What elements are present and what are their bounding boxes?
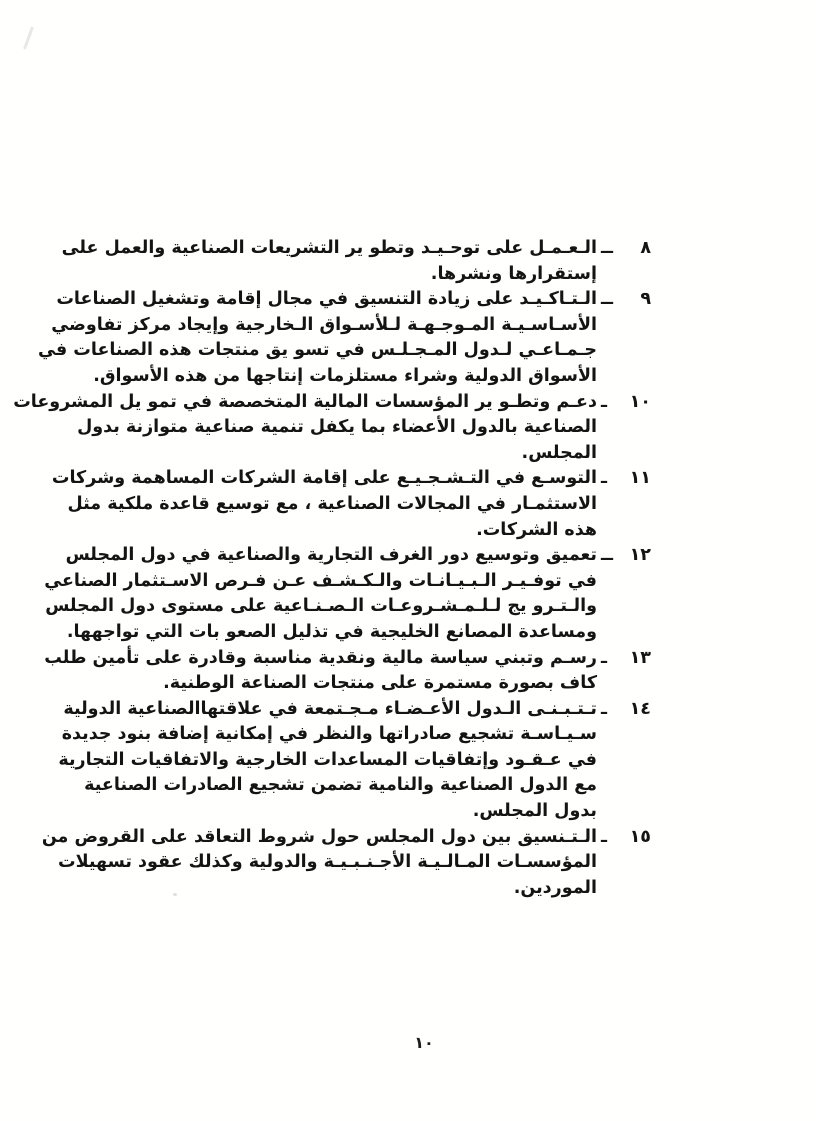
item-text <box>41 825 597 902</box>
text-line: الـتـاكـيـد على زيادة التنسيق في مجال إقامة وتشغيل الصناعات <box>56 289 597 310</box>
scan-artifact <box>23 26 34 50</box>
text-line: الاستثمـار في المجالات الصناعية ، مع توسيع قاعدة ملكية مثل <box>67 493 597 514</box>
text-line: الـعـمـل على توحـيـد وتطو ير التشريعات الصناعية والعمل على <box>61 238 597 258</box>
list-item <box>44 543 651 645</box>
text-line: في عـقـود وإتفاقيات المساعدات الخارجية والاتفاقيات التجارية <box>58 749 597 770</box>
item-text <box>58 697 597 825</box>
text-line: إستقرارها ونشرها. <box>430 263 597 284</box>
item-marker <box>601 236 651 262</box>
body-text <box>13 236 651 901</box>
item-marker <box>601 287 651 313</box>
item-number: ٩ <box>640 289 651 310</box>
text-line: الأسواق الدولية وشراء مستلزمات إنتاجها من هذه الأسواق. <box>93 365 597 386</box>
item-dash: ـ <box>601 468 607 489</box>
item-number: ١٤ <box>629 698 651 719</box>
text-line: كاف بصورة مستمرة على منتجات الصناعة الوطنية. <box>163 673 597 694</box>
text-line: الصناعية بالدول الأعضاء بما يكفل تنمية صناعية متوازنة بدول <box>77 417 597 438</box>
item-number: ١٢ <box>629 545 651 566</box>
item-dash: ـ <box>601 647 607 668</box>
text-line: في توفـيـر الـبـيـانـات والـكـشـف عـن فـرص الاسـتثمار الصناعي <box>44 570 597 591</box>
item-dash: ــ <box>601 289 613 310</box>
item-marker <box>601 466 651 492</box>
text-line: المؤسسـات المـالـيـة الأجـنـبـيـة والدولية وكذلك عقود تسهيلات <box>58 852 597 873</box>
item-dash: ــ <box>601 238 613 258</box>
item-text <box>44 543 597 645</box>
text-line: تـتـبـنـى الـدول الأعـضـاء مـجـتمعة في علاقتهاالصناعية الدولية <box>63 698 597 719</box>
item-number: ١٣ <box>629 647 651 668</box>
list-item <box>58 697 651 825</box>
text-line: المجلس. <box>521 442 597 463</box>
item-text <box>38 287 597 389</box>
list-item <box>41 825 651 902</box>
text-line: الـتـنسيق بين دول المجلس حول شروط التعاقد على القروض من <box>41 826 597 847</box>
item-dash: ـ <box>601 391 607 412</box>
item-number: ١٥ <box>629 826 651 847</box>
item-marker <box>601 825 651 851</box>
list-item <box>38 287 651 389</box>
item-text <box>51 466 597 543</box>
item-number: ١١ <box>629 468 651 489</box>
text-line: رسـم وتبني سياسة مالية ونقدية مناسبة وقادرة على تأمين طلب <box>44 647 597 668</box>
text-line: والـتـرو يج لـلـمـشـروعـات الـصـنـاعية على مستوى دول المجلس <box>45 596 597 617</box>
text-line: بدول المجلس. <box>472 801 597 822</box>
list-item <box>13 390 651 467</box>
item-marker <box>601 543 651 569</box>
item-text <box>44 646 597 697</box>
item-dash: ـ <box>601 698 607 719</box>
text-line: ومساعدة المصانع الخليجية في تذليل الصعو بات التي تواجهها. <box>66 621 597 642</box>
item-text <box>61 236 597 287</box>
item-text <box>13 390 597 467</box>
text-line: التوسـع في التـشـجـيـع على إقامة الشركات المساهمة وشركات <box>51 468 597 489</box>
item-dash: ــ <box>601 545 613 566</box>
item-marker <box>601 646 651 672</box>
text-line: هذه الشركات. <box>476 519 597 540</box>
text-line: جـمـاعـي لـدول المـجـلـس في تسو يق منتجات هذه الصناعات في <box>38 340 597 361</box>
text-line: تعميق وتوسيع دور الغرف التجارية والصناعية في دول المجلس <box>65 545 597 566</box>
scan-artifact <box>173 893 177 896</box>
list-item <box>44 646 651 697</box>
item-dash: ـ <box>601 826 607 847</box>
page-number: ١٠ <box>414 1033 434 1052</box>
item-marker <box>601 697 651 723</box>
text-line: سـيـاسـة تشجيع صادراتها والنظر في إمكانية إضافة بنود جديدة <box>61 724 597 745</box>
item-number: ٨ <box>640 238 651 258</box>
text-line: الموردين. <box>513 877 597 898</box>
list-item <box>51 466 651 543</box>
list-item <box>61 236 651 287</box>
text-line: مع الدول الصناعية والنامية تضمن تشجيع الصادرات الصناعية <box>84 775 597 796</box>
text-line: دعـم وتطـو ير المؤسسات المالية المتخصصة في تمو يل المشروعات <box>13 391 597 412</box>
item-number: ١٠ <box>629 391 651 412</box>
item-marker <box>601 390 651 416</box>
text-line: الأسـاسـيـة المـوجـهـة لـلأسـواق الـخارجية وإيجاد مركز تفاوضي <box>51 314 597 335</box>
